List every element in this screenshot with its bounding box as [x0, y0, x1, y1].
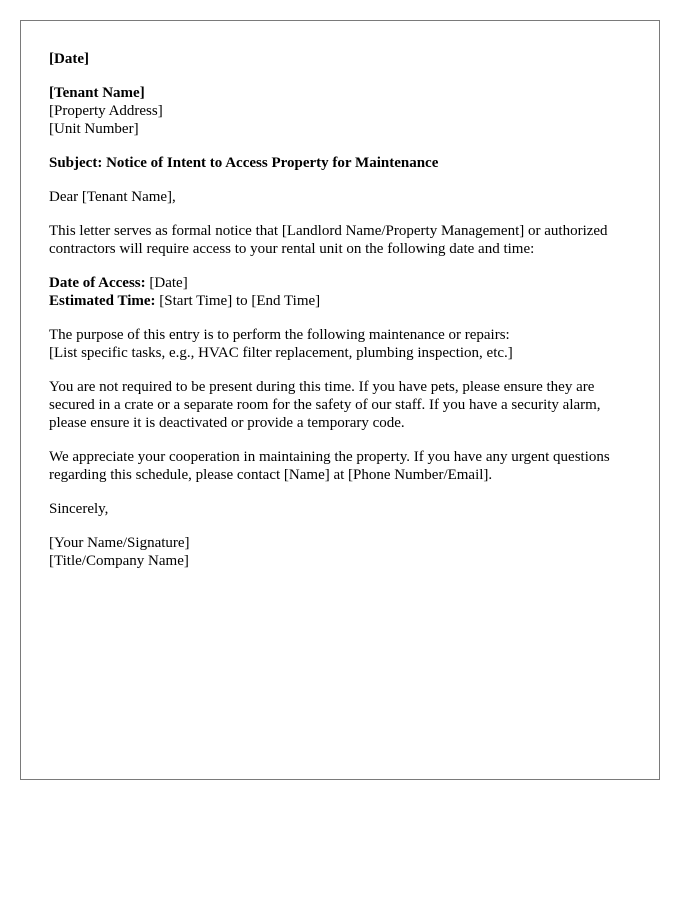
- access-date-value: [Date]: [145, 275, 188, 291]
- tenant-name: [Tenant Name]: [49, 85, 145, 101]
- access-date-label: Date of Access:: [49, 275, 146, 291]
- signature-block: [49, 534, 639, 570]
- purpose-line: The purpose of this entry is to perform the following maintenance or repairs:: [49, 327, 510, 343]
- date-block: [49, 50, 639, 68]
- access-time-line: [49, 292, 639, 310]
- intro-paragraph: This letter serves as formal notice that [Landlord Name/Property Management] or authorized contractors will require access to your rental unit on the following date and time:: [49, 223, 608, 257]
- salutation: Dear [Tenant Name],: [49, 189, 176, 205]
- access-time-value: [Start Time] to [End Time]: [155, 293, 321, 309]
- salutation-block: [49, 188, 639, 206]
- unit-number: [Unit Number]: [49, 121, 139, 137]
- subject-block: [49, 154, 639, 172]
- presence-paragraph: You are not required to be present during this time. If you have pets, please ensure they are secured in a crate or a separate room for the safety of our staff. If you have a security alarm, please ensure it is deactivated or provide a temporary code.: [49, 379, 601, 431]
- sign-off-block: [49, 500, 639, 518]
- access-time-label: Estimated Time:: [49, 293, 156, 309]
- closing-paragraph: We appreciate your cooperation in maintaining the property. If you have any urgent questions regarding this schedule, please contact [Name] at [Phone Number/Email].: [49, 449, 610, 483]
- property-address: [Property Address]: [49, 103, 163, 119]
- tasks-line: [List specific tasks, e.g., HVAC filter replacement, plumbing inspection, etc.]: [49, 345, 513, 361]
- letter-frame: [20, 20, 660, 780]
- signature-title: [Title/Company Name]: [49, 553, 189, 569]
- recipient-block: [49, 84, 639, 138]
- purpose-block: [49, 326, 639, 362]
- letter-content: [49, 50, 639, 586]
- signature-name: [Your Name/Signature]: [49, 535, 190, 551]
- access-date-line: [49, 274, 639, 292]
- subject-line: Subject: Notice of Intent to Access Property for Maintenance: [49, 155, 439, 171]
- sign-off: Sincerely,: [49, 501, 109, 517]
- access-details: [49, 274, 639, 310]
- letter-date: [Date]: [49, 51, 89, 67]
